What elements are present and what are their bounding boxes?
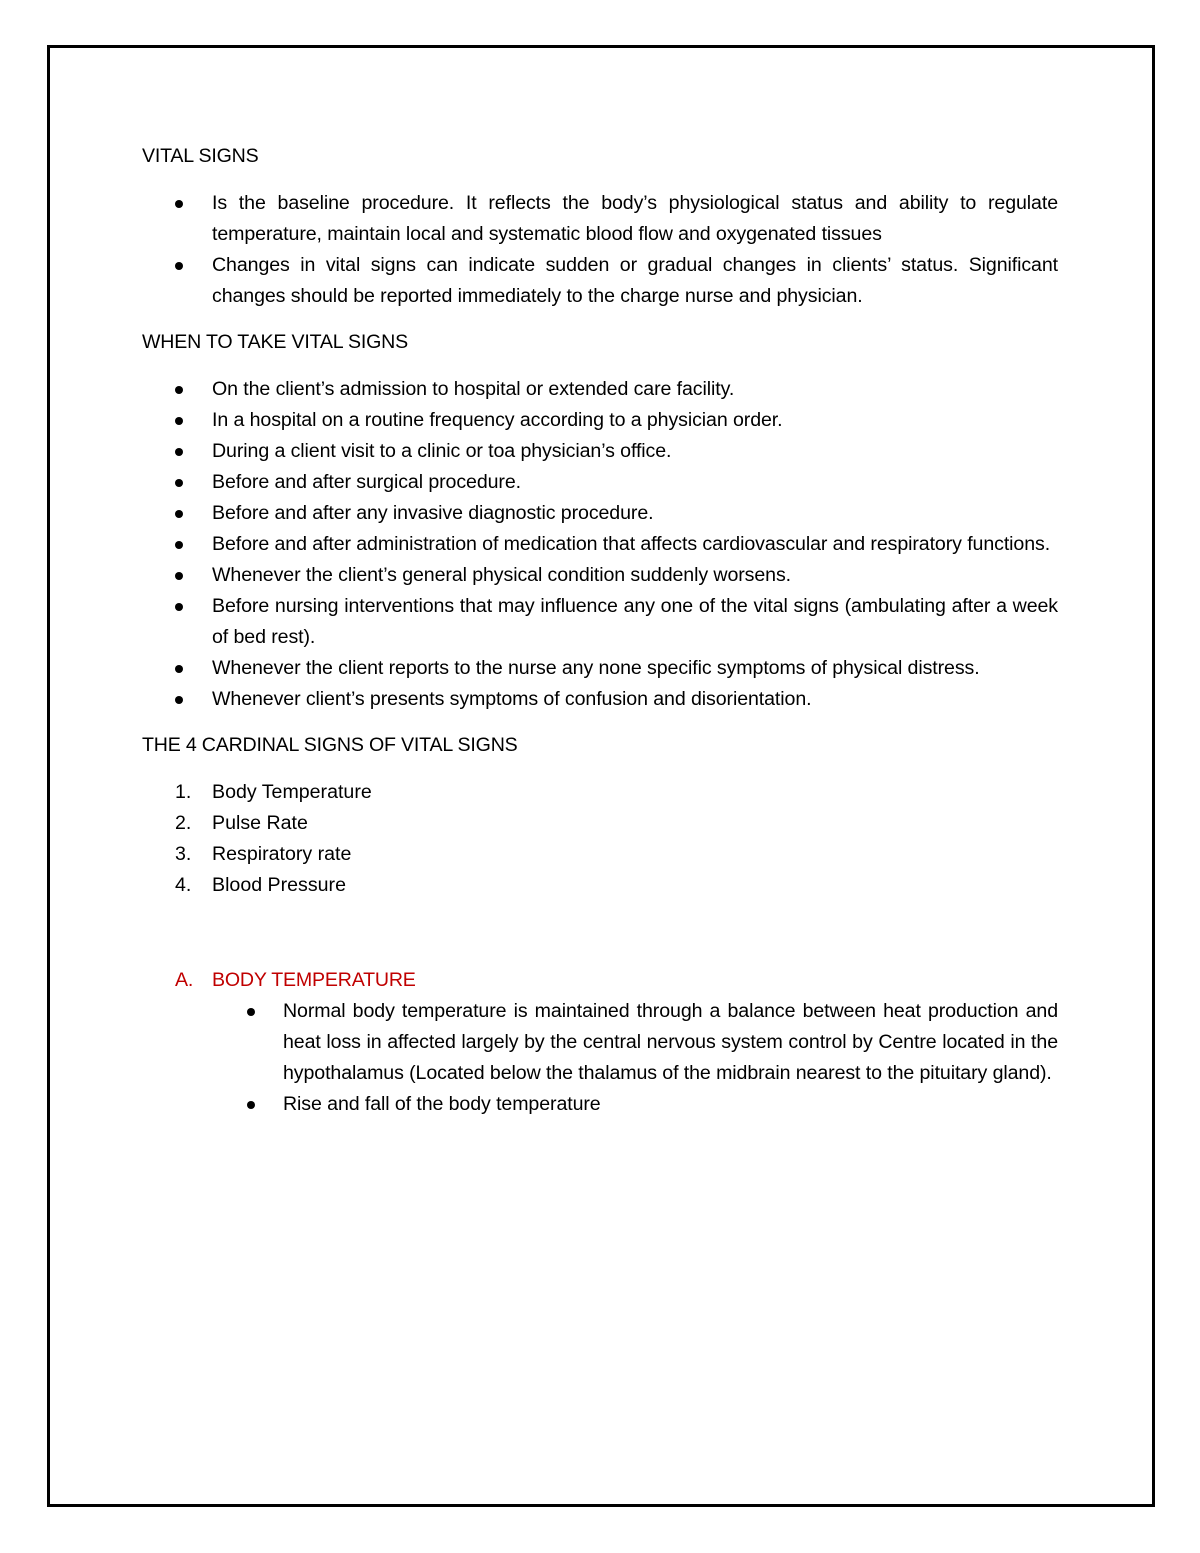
list-item-text: Before and after any invasive diagnostic procedure. xyxy=(212,502,654,524)
list-item-text: Pulse Rate xyxy=(212,812,308,834)
list-item-text: Before nursing interventions that may influence any one of the vital signs (ambulating after a week of bed rest). xyxy=(212,595,1058,648)
bullet-icon xyxy=(175,417,183,425)
list-item-text: Respiratory rate xyxy=(212,843,352,865)
list-number: 2. xyxy=(175,812,192,834)
list-item xyxy=(142,374,1058,405)
body-temperature-heading xyxy=(142,965,1058,996)
list-item xyxy=(142,839,1058,870)
list-item xyxy=(142,591,1058,653)
list-item xyxy=(142,808,1058,839)
list-item-text: Body Temperature xyxy=(212,781,372,803)
list-item-text: Rise and fall of the body temperature xyxy=(283,1093,601,1115)
cardinal-signs-list xyxy=(142,777,1058,901)
list-item-text: Changes in vital signs can indicate sudden or gradual changes in clients’ status. Significant changes should be reported immediately to the charge nurse and physician. xyxy=(212,254,1058,307)
when-to-take-list xyxy=(142,374,1058,715)
list-item-text: On the client’s admission to hospital or extended care facility. xyxy=(212,378,735,400)
bullet-icon xyxy=(247,1101,255,1109)
list-item xyxy=(142,996,1058,1089)
list-item-text: Is the baseline procedure. It reflects the body’s physiological status and ability to regulate temperature, maintain local and systematic blood flow and oxygenated tissues xyxy=(212,192,1058,245)
bullet-icon xyxy=(175,603,183,611)
list-item xyxy=(142,684,1058,715)
list-item-text: Blood Pressure xyxy=(212,874,346,896)
list-item xyxy=(142,188,1058,250)
bullet-icon xyxy=(175,262,183,270)
list-item-text: Whenever the client’s general physical condition suddenly worsens. xyxy=(212,564,792,586)
bullet-icon xyxy=(175,510,183,518)
bullet-icon xyxy=(175,665,183,673)
body-temperature-section xyxy=(142,965,1058,1120)
bullet-icon xyxy=(175,386,183,394)
list-number: 4. xyxy=(175,874,192,896)
list-number: 1. xyxy=(175,781,192,803)
list-item-text: Whenever the client reports to the nurse any none specific symptoms of physical distress. xyxy=(212,657,980,679)
cardinal-signs-heading: THE 4 CARDINAL SIGNS OF VITAL SIGNS xyxy=(142,734,518,756)
section-letter: A. xyxy=(175,969,194,991)
bullet-icon xyxy=(175,572,183,580)
when-to-take-heading: WHEN TO TAKE VITAL SIGNS xyxy=(142,331,408,353)
bullet-icon xyxy=(175,541,183,549)
list-item xyxy=(142,1089,1058,1120)
section-title: BODY TEMPERATURE xyxy=(212,969,416,991)
list-item-text: Before and after surgical procedure. xyxy=(212,471,521,493)
list-number: 3. xyxy=(175,843,192,865)
vital-signs-heading: VITAL SIGNS xyxy=(142,145,259,167)
list-item xyxy=(142,653,1058,684)
list-item-text: Before and after administration of medication that affects cardiovascular and respiratory functions. xyxy=(212,533,1051,555)
list-item-text: Normal body temperature is maintained through a balance between heat production and heat loss in affected largely by the central nervous system control by Centre located in the hypothalamus (Located below the thalamus of the midbrain nearest to the pituitary gland). xyxy=(283,1000,1058,1084)
list-item xyxy=(142,467,1058,498)
list-item xyxy=(142,870,1058,901)
body-temperature-list xyxy=(142,996,1058,1120)
list-item xyxy=(142,777,1058,808)
bullet-icon xyxy=(175,200,183,208)
list-item-text: During a client visit to a clinic or toa physician’s office. xyxy=(212,440,672,462)
list-item-text: In a hospital on a routine frequency according to a physician order. xyxy=(212,409,783,431)
list-item xyxy=(142,529,1058,560)
document-content xyxy=(142,141,1058,1120)
bullet-icon xyxy=(175,479,183,487)
bullet-icon xyxy=(175,696,183,704)
list-item xyxy=(142,498,1058,529)
list-item xyxy=(142,405,1058,436)
list-item xyxy=(142,436,1058,467)
list-item-text: Whenever client’s presents symptoms of confusion and disorientation. xyxy=(212,688,812,710)
list-item xyxy=(142,250,1058,312)
list-item xyxy=(142,560,1058,591)
bullet-icon xyxy=(175,448,183,456)
vital-signs-list xyxy=(142,188,1058,312)
bullet-icon xyxy=(247,1008,255,1016)
